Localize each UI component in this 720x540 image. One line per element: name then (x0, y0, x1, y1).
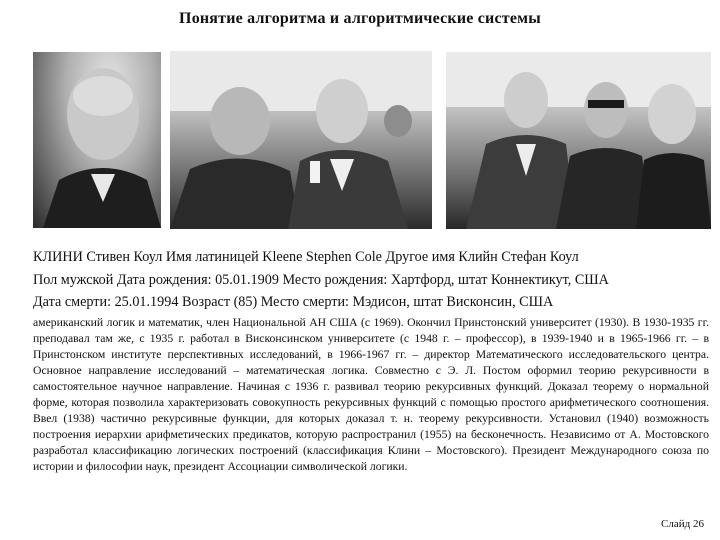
biography-block (33, 246, 709, 475)
page-title: Понятие алгоритма и алгоритмические системы (179, 10, 541, 27)
photo-strip (0, 0, 720, 235)
biography-text: американский логик и математик, член Национальной АН США (с 1969). Окончил Принстонский университет (1930). В 1930-1935 гг. преподавал там же, с 1935 г. работал в Висконсинском университете (с 1948 г. – профессор), в 1939-1940 и в 1965-1966 гг. – в Принстонском институте перспективных исследований, в 1966-1967 гг. – директор Математического исследовательского центра. Основное направление исследований – математическая логика. Совместно с Э. Л. Постом оформил теорию рекурсивности в самостоятельное научное направление. Начиная с 1936 г. развивал теорию рекурсивных функций. Доказал теорему о нормальной форме, которая позволила характеризовать совокупность рекурсивных функций с помощью простого арифметического соотношения. Ввел (1938) частично рекурсивные функции, для которых доказал т. н. теорему рекурсивности. Установил (1940) возможность построения иерархии арифметических предикатов, которую распространил (1955) на бесконечность. Независимо от А. Мостовского разработал классификацию логических построений (классификация Клини – Мостовского). Президент Международного союза по истории и философии наук, президент Ассоциации символической логики. (33, 315, 709, 473)
info-line-name: КЛИНИ Стивен Коул Имя латиницей Kleene Stephen Cole Другое имя Клийн Стефан Коул (33, 249, 579, 265)
info-line-death: Дата смерти: 25.01.1994 Возраст (85) Место смерти: Мэдисон, штат Висконсин, США (33, 294, 554, 310)
info-line-birth: Пол мужской Дата рождения: 05.01.1909 Место рождения: Хартфорд, штат Коннектикут, США (33, 271, 609, 288)
portrait-photo (33, 52, 161, 228)
group-photo-1 (170, 51, 432, 229)
slide-number: Слайд 26 (661, 518, 704, 530)
group-photo-2 (446, 52, 711, 229)
